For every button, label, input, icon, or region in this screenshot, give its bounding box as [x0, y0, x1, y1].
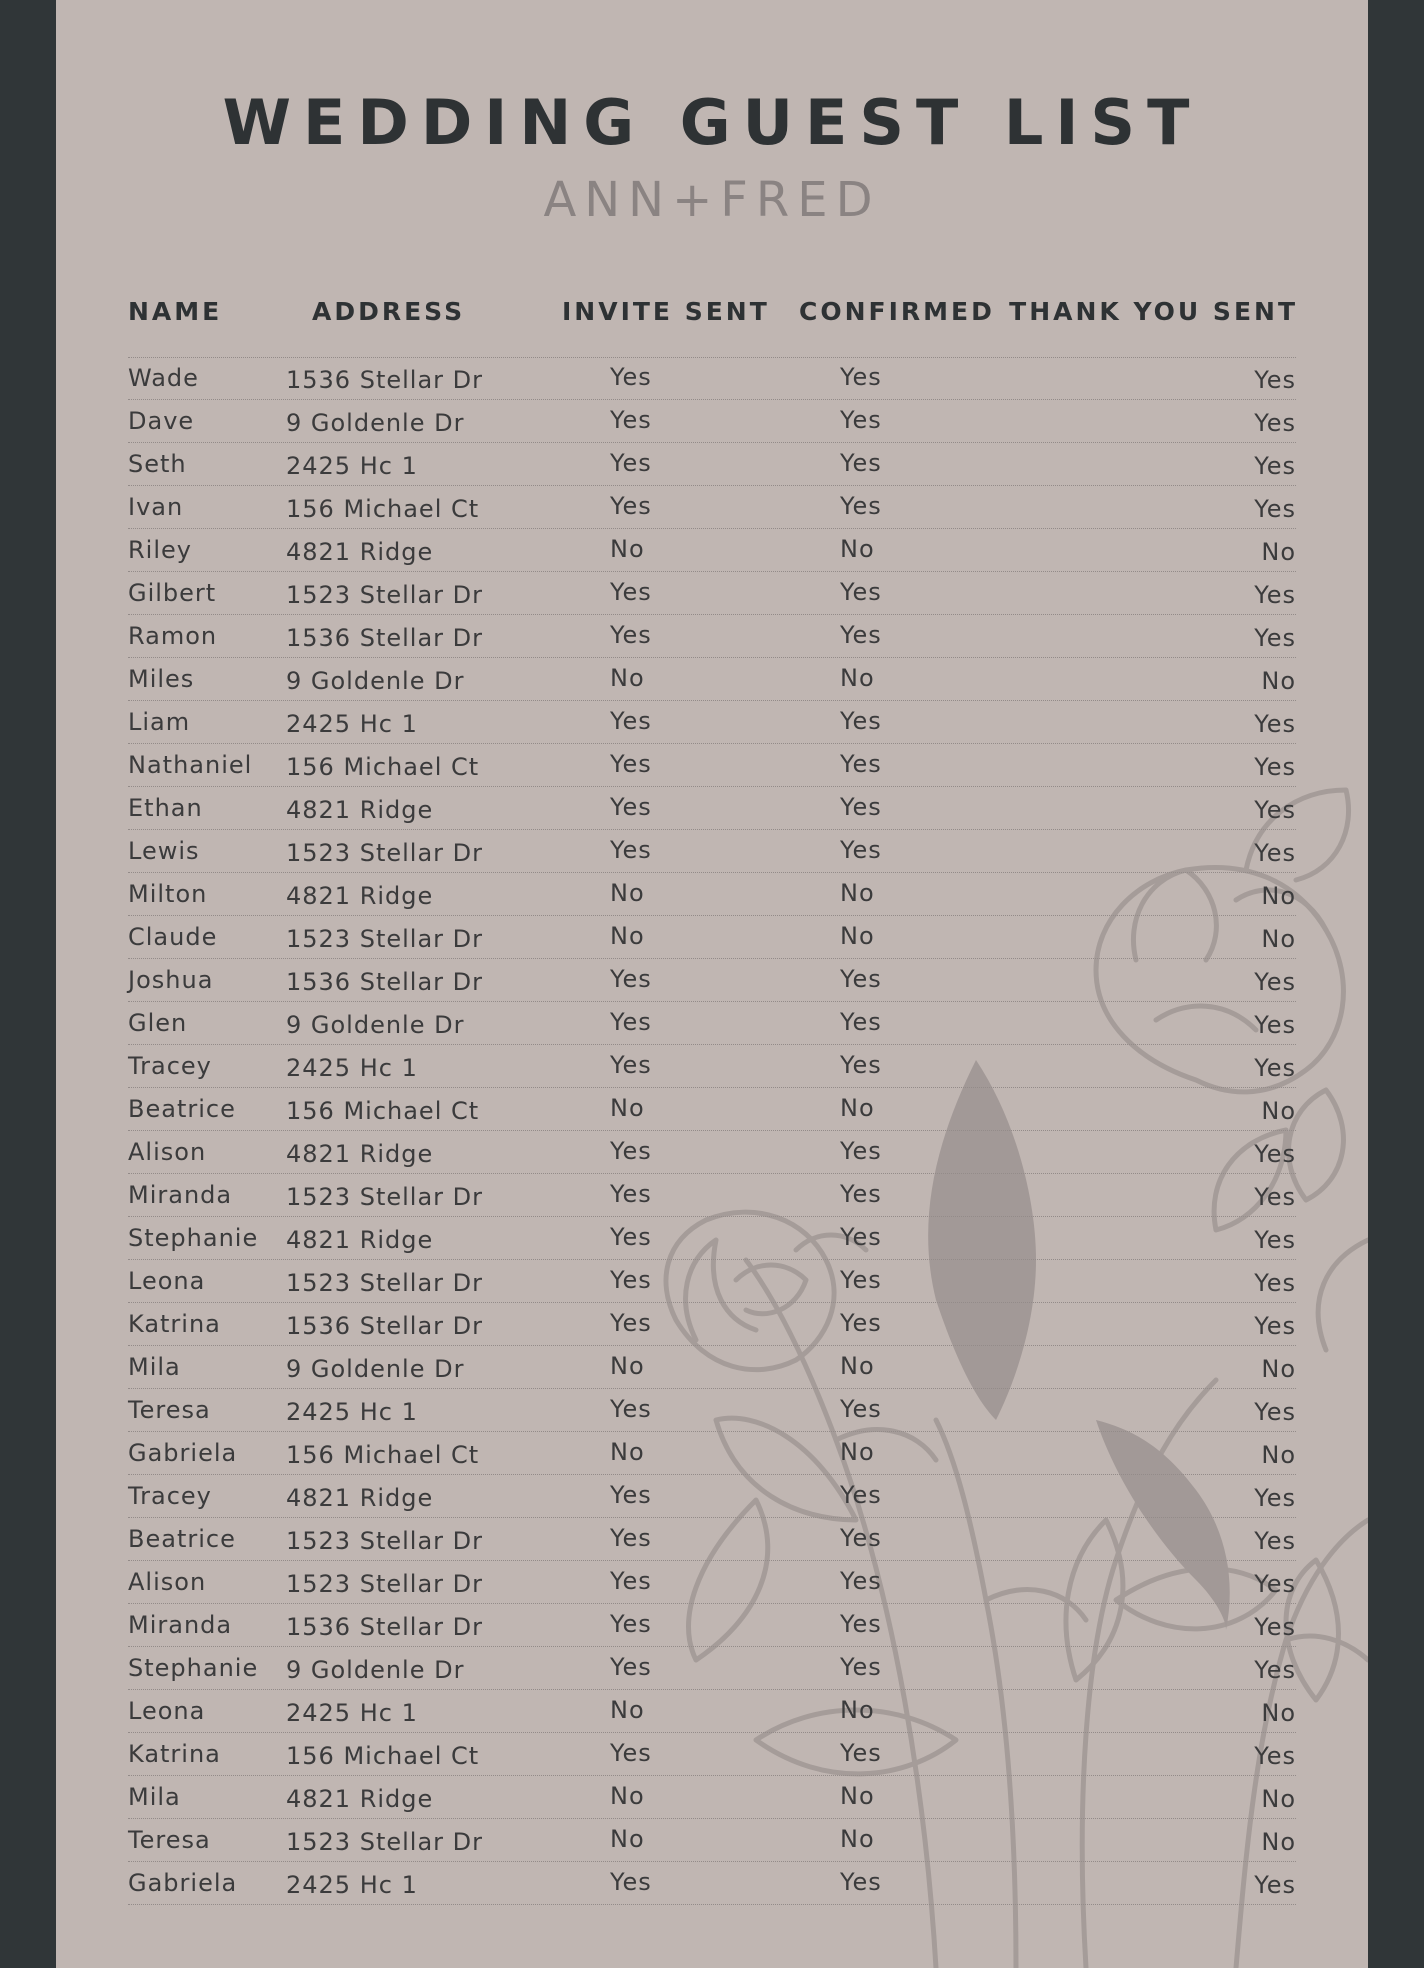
confirmed-value: No [840, 1696, 875, 1724]
confirmed-value: No [840, 535, 875, 563]
invite-sent-value: Yes [610, 1180, 652, 1208]
table-row [128, 1862, 1296, 1905]
thank-you-sent-value: Yes [1254, 1484, 1296, 1512]
invite-sent-value: Yes [610, 363, 652, 391]
table-row [128, 1346, 1296, 1389]
confirmed-value: No [840, 922, 875, 950]
invite-sent-value: Yes [610, 750, 652, 778]
thank-you-sent-value: Yes [1254, 1183, 1296, 1211]
guest-list-page [56, 0, 1368, 1968]
table-row [128, 1518, 1296, 1561]
invite-sent-value: No [610, 879, 645, 907]
table-row [128, 1432, 1296, 1475]
invite-sent-value: No [610, 664, 645, 692]
invite-sent-value: Yes [610, 707, 652, 735]
guest-name: Teresa [128, 1826, 211, 1854]
guest-address: 9 Goldenle Dr [286, 1011, 465, 1039]
thank-you-sent-value: No [1261, 1699, 1296, 1727]
thank-you-sent-value: Yes [1254, 753, 1296, 781]
guest-name: Ramon [128, 622, 218, 650]
guest-address: 9 Goldenle Dr [286, 1656, 465, 1684]
guest-address: 9 Goldenle Dr [286, 409, 465, 437]
invite-sent-value: Yes [610, 1266, 652, 1294]
column-header-invite-sent: INVITE SENT [562, 297, 770, 326]
invite-sent-value: No [610, 1825, 645, 1853]
thank-you-sent-value: No [1261, 925, 1296, 953]
guest-name: Riley [128, 536, 192, 564]
confirmed-value: Yes [840, 449, 882, 477]
thank-you-sent-value: Yes [1254, 1140, 1296, 1168]
guest-name: Claude [128, 923, 218, 951]
confirmed-value: Yes [840, 1266, 882, 1294]
guest-address: 4821 Ridge [286, 1785, 434, 1813]
confirmed-value: No [840, 1438, 875, 1466]
thank-you-sent-value: Yes [1254, 1054, 1296, 1082]
guest-address: 1523 Stellar Dr [286, 581, 484, 609]
invite-sent-value: Yes [610, 406, 652, 434]
table-row [128, 1819, 1296, 1862]
guest-address: 156 Michael Ct [286, 1097, 480, 1125]
confirmed-value: No [840, 1352, 875, 1380]
confirmed-value: Yes [840, 621, 882, 649]
invite-sent-value: Yes [610, 1051, 652, 1079]
invite-sent-value: Yes [610, 1223, 652, 1251]
guest-name: Ivan [128, 493, 184, 521]
guest-address: 156 Michael Ct [286, 1742, 480, 1770]
table-row [128, 615, 1296, 658]
table-row [128, 1131, 1296, 1174]
guest-address: 9 Goldenle Dr [286, 667, 465, 695]
guest-name: Gabriela [128, 1439, 238, 1467]
invite-sent-value: No [610, 1094, 645, 1122]
invite-sent-value: Yes [610, 1610, 652, 1638]
invite-sent-value: Yes [610, 1395, 652, 1423]
guest-address: 4821 Ridge [286, 1484, 434, 1512]
guest-name: Katrina [128, 1310, 221, 1338]
invite-sent-value: No [610, 1782, 645, 1810]
confirmed-value: Yes [840, 1524, 882, 1552]
guest-name: Beatrice [128, 1525, 236, 1553]
table-row [128, 357, 1296, 400]
thank-you-sent-value: Yes [1254, 624, 1296, 652]
guest-name: Milton [128, 880, 208, 908]
table-row [128, 1303, 1296, 1346]
thank-you-sent-value: No [1261, 1828, 1296, 1856]
thank-you-sent-value: No [1261, 1097, 1296, 1125]
table-row [128, 701, 1296, 744]
guest-name: Lewis [128, 837, 200, 865]
invite-sent-value: No [610, 922, 645, 950]
guest-address: 2425 Hc 1 [286, 1398, 418, 1426]
table-row [128, 1045, 1296, 1088]
guest-name: Stephanie [128, 1654, 259, 1682]
table-row [128, 1733, 1296, 1776]
table-row [128, 1647, 1296, 1690]
thank-you-sent-value: No [1261, 1355, 1296, 1383]
confirmed-value: No [840, 879, 875, 907]
confirmed-value: No [840, 1094, 875, 1122]
table-row [128, 1561, 1296, 1604]
thank-you-sent-value: Yes [1254, 1011, 1296, 1039]
invite-sent-value: Yes [610, 1868, 652, 1896]
page-title: WEDDING GUEST LIST [222, 86, 1202, 159]
thank-you-sent-value: Yes [1254, 1613, 1296, 1641]
guest-address: 9 Goldenle Dr [286, 1355, 465, 1383]
thank-you-sent-value: Yes [1254, 1742, 1296, 1770]
table-row [128, 1002, 1296, 1045]
thank-you-sent-value: Yes [1254, 366, 1296, 394]
thank-you-sent-value: Yes [1254, 1269, 1296, 1297]
guest-address: 2425 Hc 1 [286, 452, 418, 480]
guest-name: Leona [128, 1267, 206, 1295]
guest-address: 156 Michael Ct [286, 495, 480, 523]
guest-address: 4821 Ridge [286, 538, 434, 566]
invite-sent-value: Yes [610, 621, 652, 649]
confirmed-value: Yes [840, 1223, 882, 1251]
guest-address: 1523 Stellar Dr [286, 1269, 484, 1297]
table-row [128, 658, 1296, 701]
guest-name: Joshua [128, 966, 214, 994]
invite-sent-value: No [610, 535, 645, 563]
invite-sent-value: Yes [610, 836, 652, 864]
guest-address: 156 Michael Ct [286, 1441, 480, 1469]
guest-address: 1523 Stellar Dr [286, 1527, 484, 1555]
table-row [128, 1174, 1296, 1217]
guest-name: Teresa [128, 1396, 211, 1424]
table-row [128, 572, 1296, 615]
column-header-name: NAME [128, 297, 223, 326]
table-row [128, 1389, 1296, 1432]
guest-table [128, 357, 1296, 1905]
invite-sent-value: Yes [610, 1739, 652, 1767]
invite-sent-value: Yes [610, 1653, 652, 1681]
thank-you-sent-value: Yes [1254, 796, 1296, 824]
guest-address: 1523 Stellar Dr [286, 1183, 484, 1211]
guest-name: Seth [128, 450, 187, 478]
guest-name: Alison [128, 1568, 207, 1596]
guest-name: Nathaniel [128, 751, 253, 779]
guest-name: Gilbert [128, 579, 217, 607]
invite-sent-value: Yes [610, 965, 652, 993]
guest-address: 1523 Stellar Dr [286, 839, 484, 867]
thank-you-sent-value: No [1261, 882, 1296, 910]
guest-name: Wade [128, 364, 199, 392]
invite-sent-value: Yes [610, 1008, 652, 1036]
thank-you-sent-value: Yes [1254, 1398, 1296, 1426]
thank-you-sent-value: No [1261, 1785, 1296, 1813]
confirmed-value: Yes [840, 1610, 882, 1638]
thank-you-sent-value: Yes [1254, 710, 1296, 738]
confirmed-value: Yes [840, 793, 882, 821]
guest-name: Miranda [128, 1181, 233, 1209]
guest-name: Ethan [128, 794, 203, 822]
couple-names: ANN+FRED [543, 172, 881, 228]
guest-address: 1536 Stellar Dr [286, 1312, 484, 1340]
guest-name: Alison [128, 1138, 207, 1166]
invite-sent-value: Yes [610, 1309, 652, 1337]
thank-you-sent-value: Yes [1254, 1527, 1296, 1555]
thank-you-sent-value: Yes [1254, 1570, 1296, 1598]
invite-sent-value: Yes [610, 1524, 652, 1552]
table-row [128, 1690, 1296, 1733]
confirmed-value: No [840, 1782, 875, 1810]
guest-address: 2425 Hc 1 [286, 710, 418, 738]
table-row [128, 1260, 1296, 1303]
confirmed-value: Yes [840, 707, 882, 735]
confirmed-value: Yes [840, 1739, 882, 1767]
guest-name: Beatrice [128, 1095, 236, 1123]
table-row [128, 916, 1296, 959]
guest-name: Tracey [128, 1052, 212, 1080]
invite-sent-value: No [610, 1438, 645, 1466]
confirmed-value: Yes [840, 1008, 882, 1036]
column-header-address: ADDRESS [312, 297, 466, 326]
guest-address: 1523 Stellar Dr [286, 925, 484, 953]
invite-sent-value: Yes [610, 578, 652, 606]
confirmed-value: Yes [840, 1137, 882, 1165]
confirmed-value: Yes [840, 1868, 882, 1896]
guest-address: 1536 Stellar Dr [286, 968, 484, 996]
confirmed-value: Yes [840, 1567, 882, 1595]
confirmed-value: No [840, 1825, 875, 1853]
guest-name: Tracey [128, 1482, 212, 1510]
invite-sent-value: Yes [610, 492, 652, 520]
guest-name: Katrina [128, 1740, 221, 1768]
confirmed-value: No [840, 664, 875, 692]
confirmed-value: Yes [840, 836, 882, 864]
confirmed-value: Yes [840, 1481, 882, 1509]
guest-name: Glen [128, 1009, 188, 1037]
confirmed-value: Yes [840, 1309, 882, 1337]
table-row [128, 529, 1296, 572]
invite-sent-value: Yes [610, 1481, 652, 1509]
confirmed-value: Yes [840, 1653, 882, 1681]
invite-sent-value: Yes [610, 1137, 652, 1165]
thank-you-sent-value: No [1261, 1441, 1296, 1469]
invite-sent-value: No [610, 1352, 645, 1380]
column-header-confirmed: CONFIRMED [799, 297, 995, 326]
thank-you-sent-value: Yes [1254, 1871, 1296, 1899]
table-row [128, 486, 1296, 529]
confirmed-value: Yes [840, 406, 882, 434]
thank-you-sent-value: No [1261, 667, 1296, 695]
table-row [128, 443, 1296, 486]
guest-address: 156 Michael Ct [286, 753, 480, 781]
confirmed-value: Yes [840, 965, 882, 993]
table-row [128, 744, 1296, 787]
table-row [128, 1776, 1296, 1819]
table-row [128, 1088, 1296, 1131]
thank-you-sent-value: No [1261, 538, 1296, 566]
table-row [128, 959, 1296, 1002]
invite-sent-value: Yes [610, 793, 652, 821]
thank-you-sent-value: Yes [1254, 839, 1296, 867]
invite-sent-value: Yes [610, 449, 652, 477]
thank-you-sent-value: Yes [1254, 452, 1296, 480]
confirmed-value: Yes [840, 578, 882, 606]
table-row [128, 830, 1296, 873]
guest-address: 4821 Ridge [286, 1140, 434, 1168]
guest-address: 1523 Stellar Dr [286, 1828, 484, 1856]
thank-you-sent-value: Yes [1254, 1312, 1296, 1340]
thank-you-sent-value: Yes [1254, 409, 1296, 437]
table-row [128, 1217, 1296, 1260]
column-header-thank-you-sent: THANK YOU SENT [1009, 297, 1298, 326]
guest-name: Mila [128, 1353, 181, 1381]
thank-you-sent-value: Yes [1254, 581, 1296, 609]
invite-sent-value: Yes [610, 1567, 652, 1595]
thank-you-sent-value: Yes [1254, 495, 1296, 523]
table-row [128, 1475, 1296, 1518]
guest-address: 2425 Hc 1 [286, 1054, 418, 1082]
table-row [128, 873, 1296, 916]
table-row [128, 787, 1296, 830]
guest-address: 2425 Hc 1 [286, 1699, 418, 1727]
thank-you-sent-value: Yes [1254, 1226, 1296, 1254]
confirmed-value: Yes [840, 750, 882, 778]
guest-name: Gabriela [128, 1869, 238, 1897]
guest-address: 4821 Ridge [286, 882, 434, 910]
guest-name: Miles [128, 665, 195, 693]
guest-name: Mila [128, 1783, 181, 1811]
guest-address: 1523 Stellar Dr [286, 1570, 484, 1598]
confirmed-value: Yes [840, 492, 882, 520]
table-row [128, 1604, 1296, 1647]
guest-address: 1536 Stellar Dr [286, 1613, 484, 1641]
guest-name: Dave [128, 407, 195, 435]
guest-address: 4821 Ridge [286, 796, 434, 824]
guest-address: 4821 Ridge [286, 1226, 434, 1254]
guest-address: 2425 Hc 1 [286, 1871, 418, 1899]
confirmed-value: Yes [840, 1051, 882, 1079]
guest-name: Miranda [128, 1611, 233, 1639]
guest-address: 1536 Stellar Dr [286, 366, 484, 394]
guest-name: Stephanie [128, 1224, 259, 1252]
confirmed-value: Yes [840, 363, 882, 391]
table-row [128, 400, 1296, 443]
guest-name: Liam [128, 708, 191, 736]
thank-you-sent-value: Yes [1254, 968, 1296, 996]
guest-address: 1536 Stellar Dr [286, 624, 484, 652]
confirmed-value: Yes [840, 1180, 882, 1208]
guest-name: Leona [128, 1697, 206, 1725]
confirmed-value: Yes [840, 1395, 882, 1423]
thank-you-sent-value: Yes [1254, 1656, 1296, 1684]
invite-sent-value: No [610, 1696, 645, 1724]
